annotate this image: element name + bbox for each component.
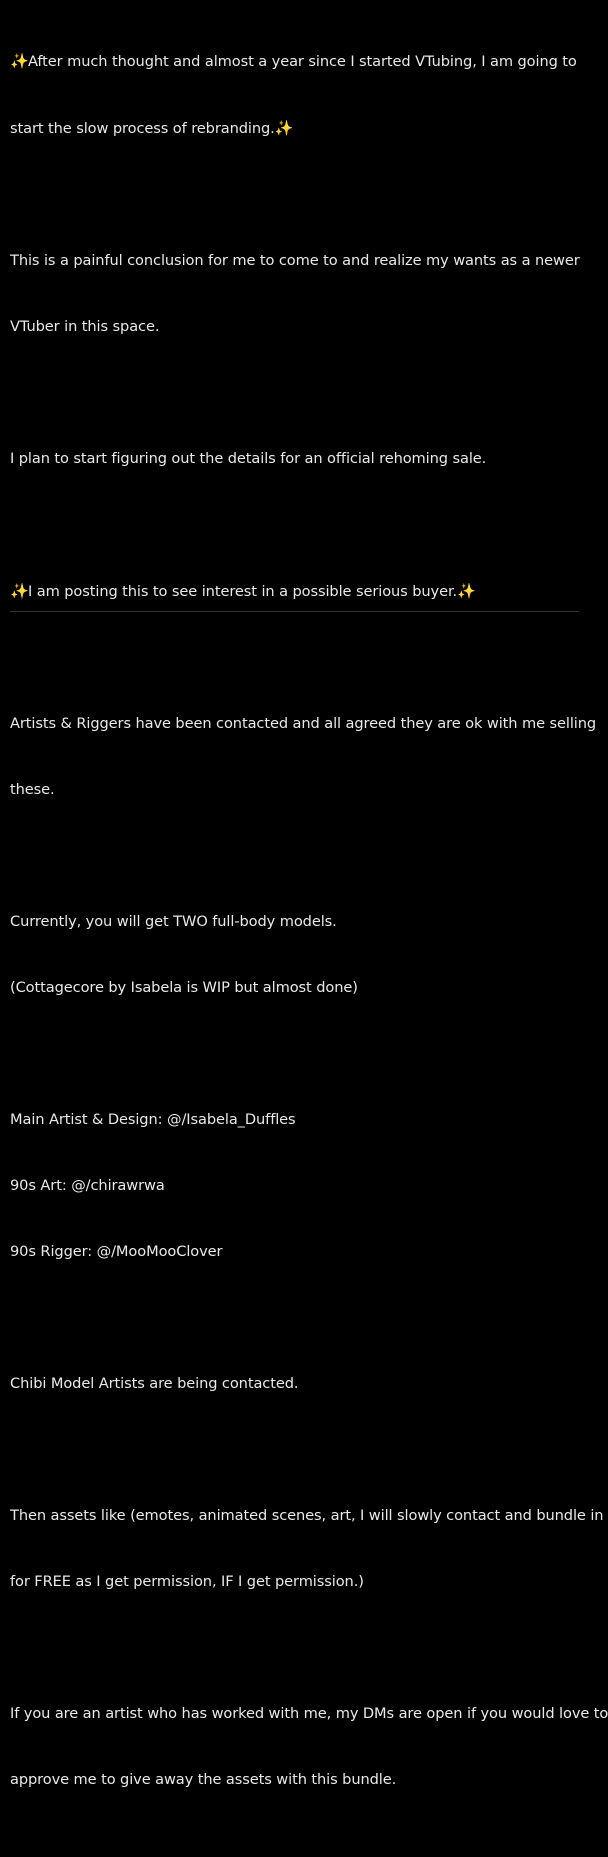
mention-link[interactable]: @/Isabela_Duffles (166, 1111, 296, 1128)
text-line: (Cottagecore by Isabela is WIP but almost done) (10, 979, 358, 996)
credit-line-main-artist (10, 1109, 582, 1131)
text-line (10, 117, 582, 140)
text-line: This is a painful conclusion for me to come to and realize my wants as a newer (10, 252, 580, 269)
credit-line-90s-rigger (10, 1241, 582, 1263)
text-span: start the slow process of rebranding. (10, 120, 275, 137)
post-body (10, 6, 608, 1857)
paragraph-plan (10, 404, 582, 514)
text-line (10, 50, 582, 73)
text-line: If you are an artist who has worked with me, my DMs are open if you would love to (10, 1705, 608, 1722)
sparkles-icon: ✨ (457, 582, 476, 600)
text-line: approve me to give away the assets with this bundle. (10, 1771, 397, 1788)
credit-line-90s-art (10, 1175, 582, 1197)
sparkles-icon: ✨ (274, 119, 294, 137)
paragraph-artists (10, 669, 597, 845)
credit-label: 90s Rigger: (10, 1243, 97, 1260)
text-line: Artists & Riggers have been contacted and all agreed they are ok with me selling (10, 715, 597, 732)
paragraph-chibi (10, 1329, 582, 1439)
text-line: Chibi Model Artists are being contacted. (10, 1375, 299, 1392)
paragraph-interest (10, 536, 582, 647)
paragraph-dms (10, 1659, 608, 1835)
divider (10, 611, 579, 612)
text-line: Then assets like (emotes, animated scenes, art, I will slowly contact and bundle in (10, 1507, 604, 1524)
text-line: I plan to start figuring out the details for an official rehoming sale. (10, 450, 487, 467)
sparkles-icon: ✨ (10, 52, 29, 70)
text-line: VTuber in this space. (10, 318, 160, 335)
credit-label: Main Artist & Design: (10, 1111, 167, 1128)
credit-label: 90s Art: (10, 1177, 72, 1194)
text-line (10, 580, 582, 603)
paragraph-rebranding (10, 6, 582, 184)
text-span: After much thought and almost a year since I started VTubing, I am going to (28, 53, 577, 70)
text-span: I am posting this to see interest in a possible serious buyer. (28, 583, 458, 600)
mention-link[interactable]: @/MooMooClover (96, 1243, 223, 1260)
mention-link[interactable]: @/chirawrwa (71, 1177, 165, 1194)
text-line: these. (10, 781, 55, 798)
paragraph-credits (10, 1065, 582, 1307)
paragraph-models (10, 867, 582, 1043)
sparkles-icon: ✨ (10, 582, 29, 600)
paragraph-assets (10, 1461, 604, 1637)
paragraph-conclusion (10, 206, 582, 382)
text-line: for FREE as I get permission, IF I get permission.) (10, 1573, 364, 1590)
text-line: Currently, you will get TWO full-body models. (10, 913, 337, 930)
